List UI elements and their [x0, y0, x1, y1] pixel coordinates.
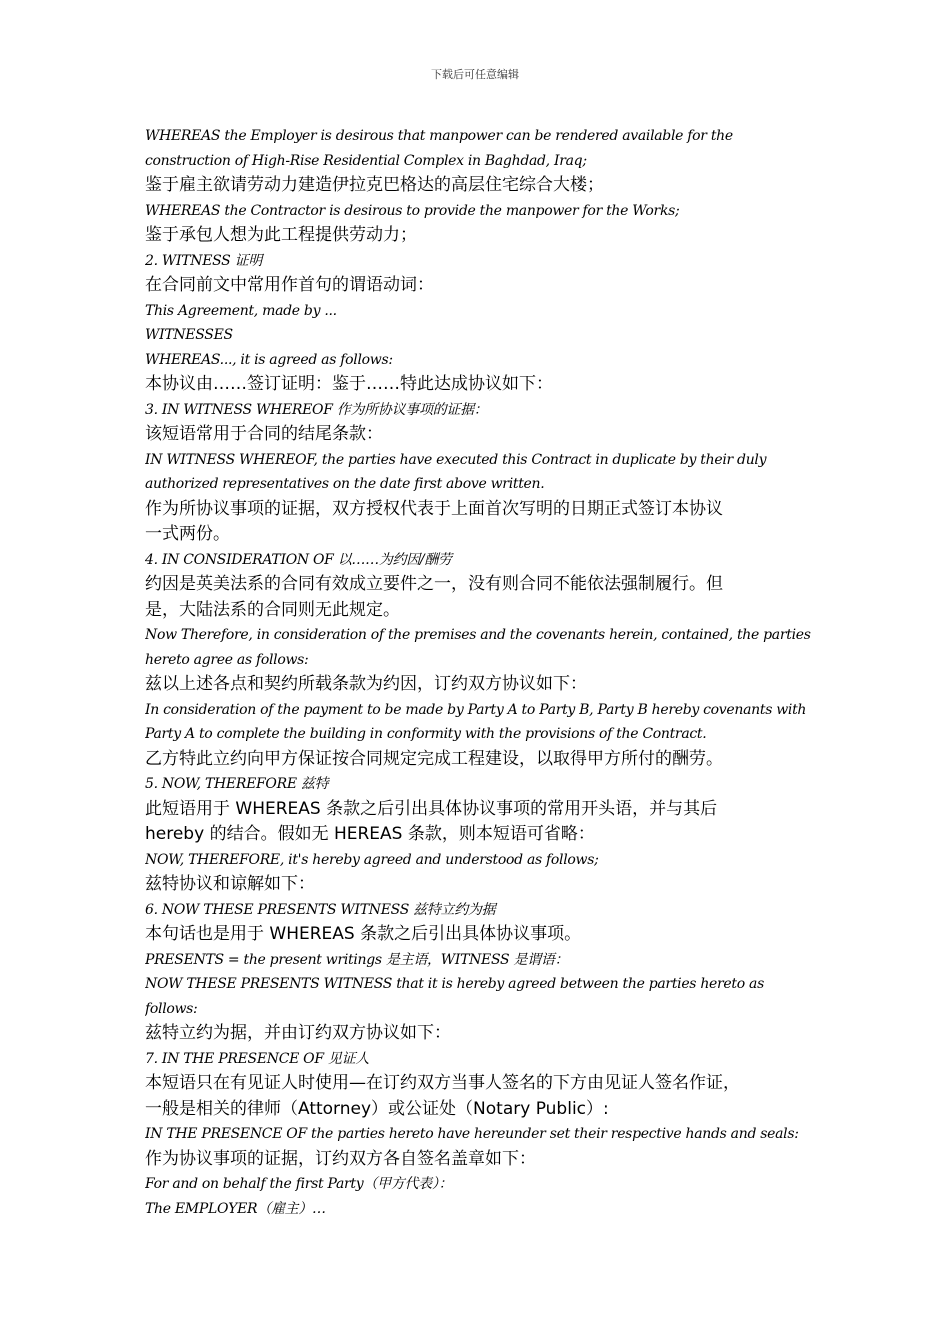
text-line: follows:: [145, 1000, 198, 1017]
page-header-note: 下载后可任意编辑: [431, 68, 519, 81]
text-line: 作为协议事项的证据，订约双方各自签名盖章如下：: [145, 1148, 536, 1169]
text-line: 本短语只在有见证人时使用—在订约双方当事人签名的下方由见证人签名作证，: [145, 1073, 740, 1093]
text-line: 兹特协议和谅解如下：: [145, 874, 315, 894]
text-line: 一式两份。: [145, 524, 230, 544]
text-line: 6. NOW THESE PRESENTS WITNESS 兹特立约为据: [145, 901, 496, 918]
text-line: hereby 的结合。假如无 HEREAS 条款，则本短语可省略：: [145, 824, 595, 844]
text-line: 此短语用于 WHEREAS 条款之后引出具体协议事项的常用开头语，并与其后: [145, 798, 718, 819]
text-line: 7. IN THE PRESENCE OF 见证人: [145, 1050, 370, 1067]
text-line: NOW, THEREFORE, it's hereby agreed and understood as follows;: [145, 851, 599, 868]
text-line: This Agreement, made by ...: [145, 302, 337, 319]
text-line: Party A to complete the building in conformity with the provisions of the Contract.: [145, 726, 707, 742]
text-line: 在合同前文中常用作首句的谓语动词：: [145, 275, 434, 295]
text-line: 本协议由……签订证明：鉴于……特此达成协议如下：: [145, 374, 553, 394]
text-line: 兹特立约为据，并由订约双方协议如下：: [145, 1023, 451, 1043]
text-line: 本句话也是用于 WHEREAS 条款之后引出具体协议事项。: [145, 924, 582, 944]
text-line: 3. IN WITNESS WHEREOF 作为所协议事项的证据：: [145, 401, 488, 418]
text-line: 乙方特此立约向甲方保证按合同规定完成工程建设，以取得甲方所付的酬劳。: [145, 748, 723, 769]
text-line: The EMPLOYER（雇主）…: [145, 1200, 326, 1217]
text-line: authorized representatives on the date first above written.: [145, 476, 545, 492]
text-line: 2. WITNESS 证明: [145, 252, 263, 269]
text-line: For and on behalf the first Party（甲方代表）：: [145, 1176, 453, 1192]
text-line: 作为所协议事项的证据，双方授权代表于上面首次写明的日期正式签订本协议: [145, 498, 723, 519]
text-line: 5. NOW, THEREFORE 兹特: [145, 776, 329, 792]
text-line: IN WITNESS WHEREOF, the parties have executed this Contract in duplicate by their duly: [145, 451, 767, 468]
text-line: 兹以上述各点和契约所载条款为约因，订约双方协议如下：: [145, 674, 587, 694]
text-line: 该短语常用于合同的结尾条款：: [145, 424, 383, 444]
text-line: 4. IN CONSIDERATION OF 以……为约因/酬劳: [145, 551, 452, 568]
text-line: PRESENTS = the present writings 是主语，WITNESS 是谓语：: [145, 951, 569, 968]
text-line: IN THE PRESENCE OF the parties hereto have hereunder set their respective hands and seals:: [145, 1126, 799, 1142]
document-body: [145, 124, 815, 1221]
text-line: WHEREAS the Contractor is desirous to provide the manpower for the Works;: [145, 202, 680, 219]
text-line: WHEREAS..., it is agreed as follows:: [145, 351, 393, 368]
text-line: hereto agree as follows:: [145, 651, 309, 668]
text-line: WHEREAS the Employer is desirous that manpower can be rendered available for the: [145, 128, 733, 144]
text-line: In consideration of the payment to be made by Party A to Party B, Party B hereby covenants with: [145, 701, 807, 718]
text-line: WITNESSES: [145, 327, 233, 343]
text-line: construction of High-Rise Residential Complex in Baghdad, Iraq;: [145, 152, 587, 169]
text-line: 约因是英美法系的合同有效成立要件之一，没有则合同不能依法强制履行。但: [145, 574, 723, 594]
text-line: 鉴于雇主欲请劳动力建造伊拉克巴格达的高层住宅综合大楼；: [145, 175, 604, 195]
text-line: NOW THESE PRESENTS WITNESS that it is hereby agreed between the parties hereto as: [145, 976, 764, 992]
text-line: 鉴于承包人想为此工程提供劳动力；: [145, 225, 417, 245]
text-line: 一般是相关的律师（Attorney）或公证处（Notary Public）:: [145, 1098, 609, 1119]
text-line: Now Therefore, in consideration of the premises and the covenants herein, contained, the parties: [145, 627, 811, 643]
text-line: 是，大陆法系的合同则无此规定。: [145, 599, 400, 620]
